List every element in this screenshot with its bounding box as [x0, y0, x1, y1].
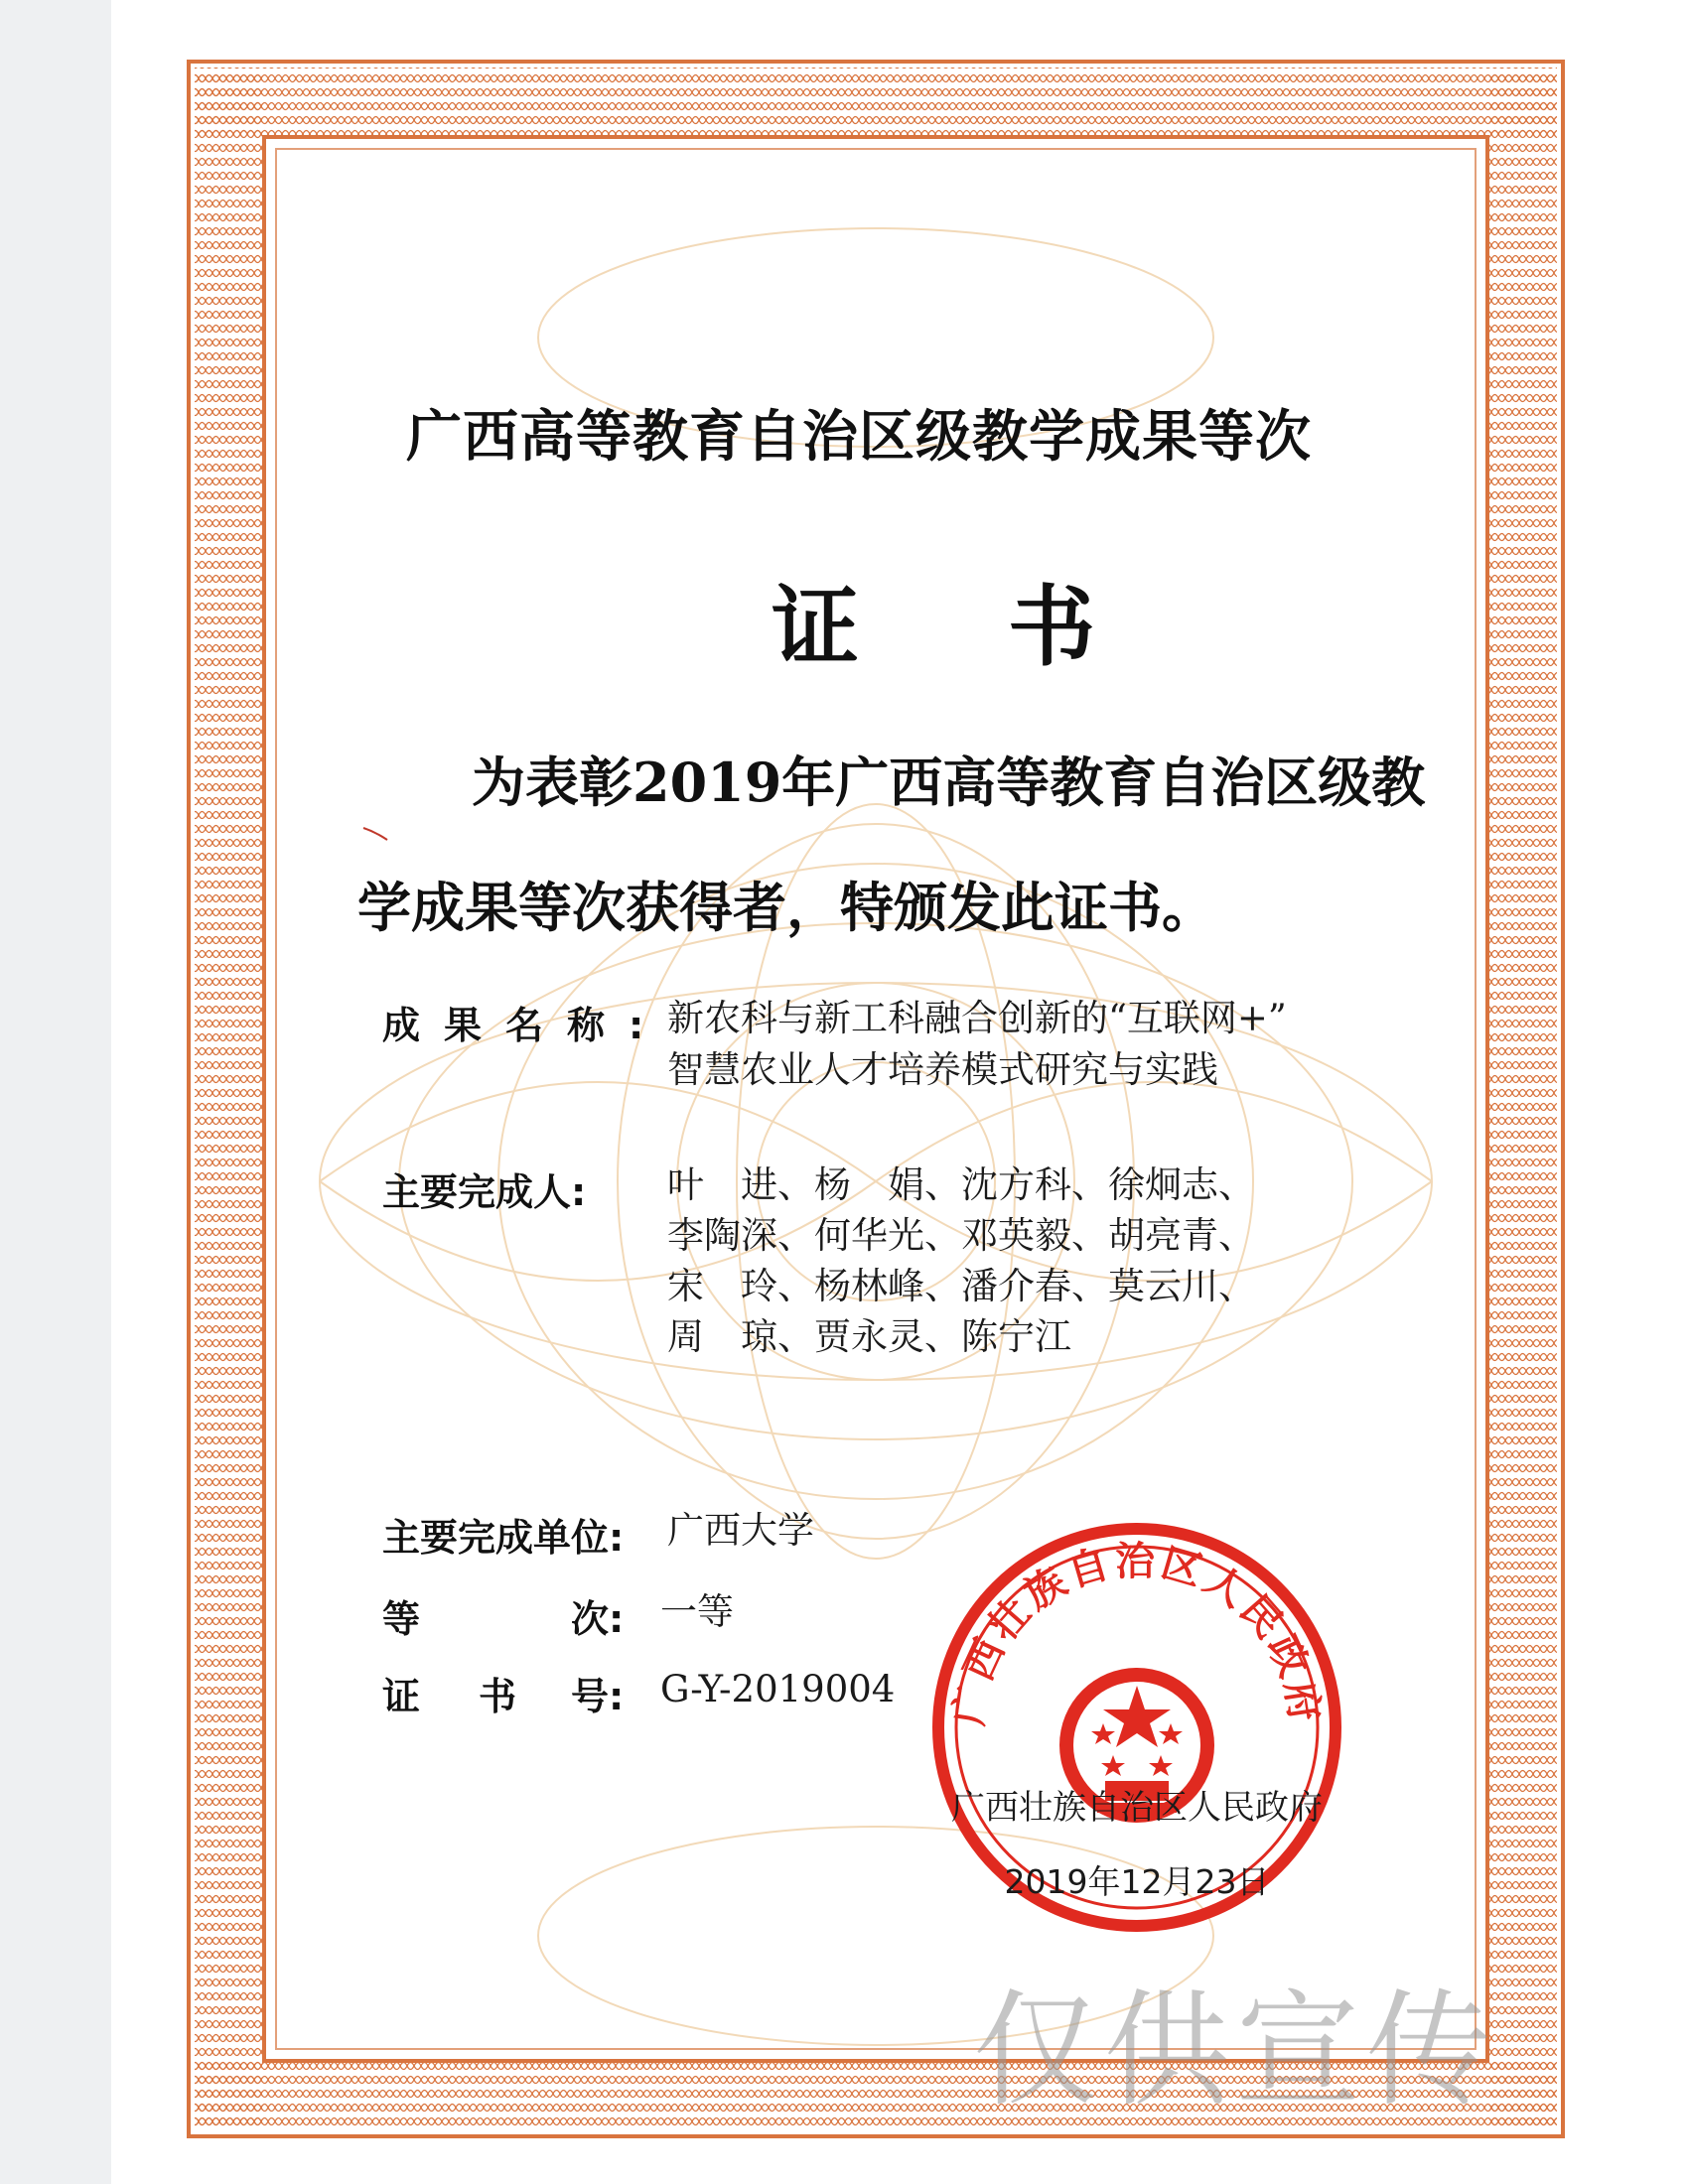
issuer-name: 广西壮族自治区人民政府: [951, 1788, 1323, 1828]
issue-date: 2019年12月23日: [1004, 1862, 1270, 1901]
svg-text:广西壮族自治区人民政府: 广西壮族自治区人民政府: [945, 1538, 1329, 1728]
ink-mark: [361, 824, 391, 844]
unit-value: 广西大学: [667, 1509, 814, 1552]
certificate-title: 证书: [771, 576, 1244, 678]
certificate-heading: 广西高等教育自治区级教学成果等次: [406, 405, 1312, 470]
contributors-line-3: 宋 玲、杨林峰、潘介春、莫云川、: [667, 1265, 1255, 1307]
certno-label-b: 书: [479, 1675, 517, 1718]
unit-label: 主要完成单位:: [382, 1516, 625, 1560]
contributors-line-1: 叶 进、杨 娟、沈方科、徐炯志、: [667, 1163, 1255, 1206]
grade-label-right: 次:: [571, 1597, 625, 1641]
scan-margin: [0, 0, 111, 2184]
achievement-label: 成果名称:: [382, 1004, 668, 1047]
contributors-line-2: 李陶深、何华光、邓英毅、胡亮青、: [667, 1214, 1255, 1257]
achievement-line-1: 新农科与新工科融合创新的“互联网+”: [667, 997, 1287, 1039]
achievement-line-2: 智慧农业人才培养模式研究与实践: [667, 1048, 1218, 1091]
contributors-label: 主要完成人:: [382, 1170, 587, 1214]
certno-label-a: 证: [382, 1675, 421, 1718]
certno-label-c: 号:: [571, 1675, 625, 1718]
certno-value: G-Y-2019004: [660, 1668, 896, 1710]
promo-watermark: 仅供宣传: [973, 1978, 1497, 2123]
grade-label-left: 等: [382, 1597, 421, 1641]
contributors-line-4: 周 琼、贾永灵、陈宁江: [667, 1315, 1071, 1358]
grade-value: 一等: [660, 1590, 734, 1633]
certificate-body: 为表彰2019年广西高等教育自治区级教学成果等次获得者，特颁发此证书。: [357, 751, 1426, 939]
